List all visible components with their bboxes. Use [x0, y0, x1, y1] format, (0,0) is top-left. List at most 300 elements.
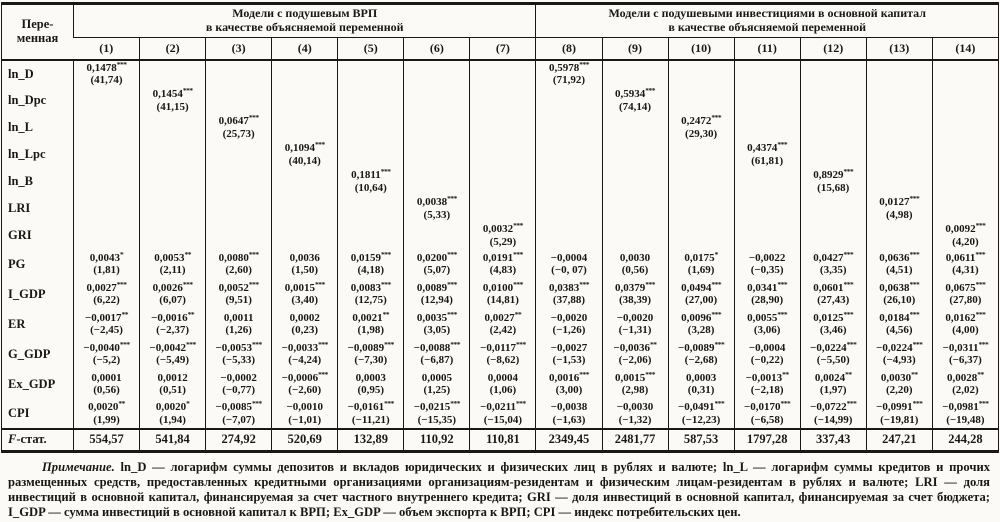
- f-stat-cell: 587,53: [668, 429, 734, 451]
- significance-stars: ***: [314, 140, 325, 150]
- coefficient-cell: [866, 279, 932, 309]
- coefficient-cell: [272, 369, 338, 399]
- coefficient-cell: [866, 114, 932, 141]
- t-statistic: (−2,18): [750, 384, 784, 396]
- significance-stars: ***: [714, 339, 725, 349]
- t-statistic: (−5,50): [816, 354, 850, 366]
- coefficient-value: 0,0159***: [350, 249, 391, 264]
- t-statistic: (−8,62): [486, 354, 520, 366]
- coefficient-cell: [668, 309, 734, 339]
- coefficient-value: 0,0055***: [747, 309, 788, 324]
- t-statistic: (3,35): [819, 264, 847, 276]
- coefficient-cell: [140, 399, 206, 429]
- coefficient-cell: [932, 399, 998, 429]
- coefficient-value: 0,0003: [355, 371, 386, 384]
- coefficient-cell: [734, 249, 800, 279]
- t-statistic: (−4,93): [882, 354, 916, 366]
- t-statistic: (−2,06): [618, 354, 652, 366]
- t-statistic: (0,56): [93, 384, 120, 396]
- coefficient-cell: [668, 168, 734, 195]
- significance-stars: ***: [846, 339, 857, 349]
- coefficient-value: 0,0175*: [684, 249, 718, 264]
- coefficient-cell: [140, 87, 206, 114]
- t-statistic: (12,94): [420, 294, 453, 306]
- row-label: PG: [8, 256, 26, 271]
- f-stat-cell: 110,92: [404, 429, 470, 451]
- t-statistic: (3,40): [291, 294, 318, 306]
- coefficient-value: 0,0675***: [945, 279, 986, 294]
- coefficient-cell: [734, 339, 800, 369]
- coefficient-value: 0,0026***: [152, 279, 193, 294]
- coefficient-cell: [668, 114, 734, 141]
- coefficient-value: 0,0184***: [879, 309, 920, 324]
- coefficient-cell: [866, 195, 932, 222]
- coefficient-value: −0,0224***: [876, 339, 923, 354]
- variable-column-header: [2, 4, 74, 61]
- significance-stars: **: [911, 369, 918, 379]
- group-header-line1: Модели с подушевым ВРП: [232, 6, 378, 21]
- significance-stars: ***: [314, 279, 325, 289]
- coefficient-cell: [800, 339, 866, 369]
- coefficient-cell: [734, 168, 800, 195]
- t-statistic: (6,07): [159, 294, 186, 306]
- significance-stars: ***: [450, 399, 460, 409]
- coefficient-cell: [272, 222, 338, 249]
- t-statistic: (−6,58): [750, 413, 784, 426]
- coefficient-cell: [800, 141, 866, 168]
- significance-stars: ***: [252, 399, 262, 409]
- significance-stars: ***: [119, 339, 130, 349]
- coefficient-cell: [404, 87, 470, 114]
- column-number: (13): [866, 38, 932, 61]
- significance-stars: ***: [384, 399, 394, 409]
- coefficient-cell: [932, 87, 998, 114]
- significance-stars: ***: [912, 339, 923, 349]
- significance-stars: ***: [645, 86, 656, 96]
- significance-stars: ***: [780, 399, 791, 409]
- column-number: (3): [206, 38, 272, 61]
- coefficient-cell: [800, 195, 866, 222]
- coefficient-value: 0,2472***: [681, 113, 722, 128]
- t-statistic: (1,94): [159, 413, 186, 426]
- t-statistic: (15,68): [817, 181, 850, 194]
- coefficient-value: −0,0224***: [810, 339, 857, 354]
- coefficient-cell: [602, 369, 668, 399]
- coefficient-cell: [536, 60, 602, 87]
- significance-stars: **: [977, 369, 984, 379]
- coefficient-cell: [470, 279, 536, 309]
- column-number: (9): [602, 38, 668, 61]
- significance-stars: ***: [447, 309, 457, 319]
- significance-stars: **: [650, 339, 657, 349]
- significance-stars: *: [120, 249, 124, 259]
- coefficient-value: 0,1094***: [284, 140, 325, 155]
- coefficient-cell: [668, 87, 734, 114]
- coefficient-cell: [734, 195, 800, 222]
- coefficient-value: −0,0089***: [347, 339, 394, 354]
- coefficient-cell: [140, 168, 206, 195]
- t-statistic: (38,39): [618, 294, 652, 306]
- coefficient-value: 0,0001: [91, 371, 122, 384]
- coefficient-cell: [800, 60, 866, 87]
- significance-stars: ***: [975, 249, 986, 259]
- coefficient-cell: [338, 339, 404, 369]
- coefficient-value: 0,0015***: [615, 369, 656, 384]
- t-statistic: (−15,35): [417, 413, 457, 426]
- f-stat-cell: 274,92: [206, 429, 272, 451]
- coefficient-value: 0,0027**: [484, 309, 522, 324]
- coefficient-value: −0,0020: [550, 311, 588, 324]
- group-header-line1: Модели с подушевыми инвестициями в основной капитал: [608, 6, 926, 21]
- coefficient-cell: [866, 399, 932, 429]
- column-numbers-row: [2, 38, 999, 61]
- coefficient-cell: [338, 399, 404, 429]
- group-header-investment-models: [536, 4, 999, 38]
- significance-stars: ***: [978, 339, 989, 349]
- significance-stars: ***: [978, 399, 989, 409]
- coefficient-cell: [404, 195, 470, 222]
- significance-stars: ***: [248, 249, 259, 259]
- significance-stars: ***: [116, 279, 127, 289]
- coefficient-cell: [800, 87, 866, 114]
- significance-stars: ***: [777, 279, 788, 289]
- t-statistic: (0,23): [291, 324, 318, 336]
- coefficient-cell: [272, 168, 338, 195]
- f-stat-cell: 244,28: [932, 429, 998, 451]
- t-statistic: (41,15): [156, 100, 189, 113]
- coefficient-value: 0,0200***: [416, 249, 457, 264]
- coefficient-cell: [800, 399, 866, 429]
- coefficient-cell: [470, 339, 536, 369]
- coefficient-value: 0,0647***: [218, 113, 259, 128]
- coefficient-value: 0,1811***: [351, 167, 391, 182]
- significance-stars: ***: [843, 279, 854, 289]
- coefficient-value: 0,0038***: [416, 194, 457, 209]
- t-statistic: (0,31): [687, 384, 715, 396]
- table-row: [2, 87, 999, 114]
- coefficient-cell: [932, 309, 998, 339]
- coefficient-cell: [800, 369, 866, 399]
- t-statistic: (14,81): [486, 294, 519, 306]
- coefficient-cell: [206, 399, 272, 429]
- coefficient-cell: [734, 87, 800, 114]
- coefficient-value: 0,0125***: [813, 309, 854, 324]
- coefficient-cell: [602, 168, 668, 195]
- coefficient-cell: [602, 249, 668, 279]
- significance-stars: ***: [182, 279, 193, 289]
- t-statistic: (−5,33): [222, 354, 256, 366]
- coefficient-value: 0,0611***: [945, 249, 986, 264]
- significance-stars: ***: [912, 399, 923, 409]
- t-statistic: (−0, 07): [551, 264, 587, 276]
- coefficient-cell: [206, 87, 272, 114]
- coefficient-cell: [74, 222, 140, 249]
- coefficient-value: 0,0162***: [945, 309, 986, 324]
- coefficient-cell: [668, 399, 734, 429]
- coefficient-cell: [272, 339, 338, 369]
- coefficient-cell: [800, 114, 866, 141]
- t-statistic: (1,99): [93, 413, 120, 426]
- column-number: (8): [536, 38, 602, 61]
- coefficient-cell: [602, 309, 668, 339]
- t-statistic: (−1,63): [552, 413, 586, 426]
- column-number: (4): [272, 38, 338, 61]
- coefficient-value: 0,0191***: [482, 249, 523, 264]
- coefficient-value: −0,0722***: [810, 399, 857, 414]
- coefficient-cell: [866, 168, 932, 195]
- coefficient-cell: [272, 309, 338, 339]
- coefficient-cell: [668, 249, 734, 279]
- t-statistic: (28,90): [751, 294, 784, 306]
- f-stat-cell: 520,69: [272, 429, 338, 451]
- significance-stars: ***: [843, 309, 854, 319]
- coefficient-value: 0,8929***: [813, 167, 854, 182]
- significance-stars: ***: [777, 309, 788, 319]
- t-statistic: (−19,48): [946, 413, 985, 426]
- coefficient-value: 0,0636***: [879, 249, 920, 264]
- significance-stars: ***: [711, 279, 722, 289]
- coefficient-value: 0,0030: [619, 251, 651, 264]
- t-statistic: (41,74): [90, 74, 123, 86]
- coefficient-cell: [272, 87, 338, 114]
- coefficient-cell: [536, 369, 602, 399]
- coefficient-value: 0,0020**: [88, 399, 125, 414]
- coefficient-cell: [74, 168, 140, 195]
- coefficient-cell: [338, 369, 404, 399]
- t-statistic: (4,83): [489, 264, 517, 276]
- variable-header-line2: менная: [16, 31, 59, 45]
- coefficient-cell: [470, 399, 536, 429]
- row-label: ln_B: [8, 174, 34, 188]
- significance-stars: ***: [447, 249, 457, 259]
- coefficient-value: 0,1454***: [152, 86, 193, 101]
- row-label: G_GDP: [8, 346, 51, 361]
- significance-stars: ***: [711, 309, 722, 319]
- significance-stars: ***: [579, 59, 589, 69]
- coefficient-cell: [602, 195, 668, 222]
- coefficient-cell: [74, 87, 140, 114]
- significance-stars: ***: [515, 399, 526, 409]
- significance-stars: ***: [777, 140, 788, 150]
- row-label: ln_L: [8, 120, 34, 134]
- coefficient-cell: [668, 369, 734, 399]
- t-statistic: (26,10): [883, 294, 916, 306]
- t-statistic: (27,43): [817, 294, 850, 306]
- significance-stars: ***: [513, 279, 523, 289]
- significance-stars: **: [382, 309, 390, 319]
- coefficient-cell: [338, 279, 404, 309]
- coefficient-cell: [338, 222, 404, 249]
- table-row: [2, 141, 999, 168]
- coefficient-value: 0,0080***: [218, 249, 259, 264]
- t-statistic: (2,60): [225, 264, 252, 276]
- t-statistic: (61,81): [751, 154, 784, 167]
- significance-stars: ***: [645, 279, 656, 289]
- coefficient-cell: [470, 87, 536, 114]
- coefficient-value: −0,0040***: [83, 339, 130, 354]
- coefficient-value: −0,0022: [748, 251, 786, 264]
- coefficient-value: −0,0020: [616, 311, 654, 324]
- coefficient-cell: [734, 279, 800, 309]
- significance-stars: ***: [645, 369, 656, 379]
- coefficient-cell: [404, 309, 470, 339]
- coefficient-cell: [668, 60, 734, 87]
- coefficient-cell: [140, 222, 206, 249]
- t-statistic: (1,25): [423, 384, 451, 396]
- significance-stars: ***: [843, 167, 854, 177]
- coefficient-cell: [734, 309, 800, 339]
- coefficient-cell: [932, 195, 998, 222]
- significance-stars: ***: [450, 339, 460, 349]
- t-statistic: (−6,87): [420, 354, 454, 366]
- t-statistic: (9,51): [225, 294, 252, 306]
- coefficient-cell: [866, 141, 932, 168]
- f-stat-cell: 541,84: [140, 429, 206, 451]
- coefficient-cell: [536, 87, 602, 114]
- t-statistic: (2,11): [159, 264, 186, 276]
- coefficient-value: −0,0089***: [677, 339, 725, 354]
- t-statistic: (0,51): [159, 384, 186, 396]
- coefficient-cell: [470, 114, 536, 141]
- coefficient-value: 0,0379***: [615, 279, 656, 294]
- f-stat-cell: 110,81: [470, 429, 536, 451]
- significance-stars: ***: [381, 279, 391, 289]
- table-note: [8, 460, 990, 520]
- coefficient-cell: [602, 60, 668, 87]
- coefficient-cell: [602, 339, 668, 369]
- coefficient-value: −0,0004: [550, 251, 588, 264]
- t-statistic: (−0,77): [222, 384, 256, 396]
- t-statistic: (3,06): [753, 324, 781, 336]
- coefficient-cell: [470, 60, 536, 87]
- coefficient-cell: [206, 60, 272, 87]
- t-statistic: (1,97): [819, 384, 847, 396]
- t-statistic: (4,56): [885, 324, 913, 336]
- t-statistic: (27,80): [949, 294, 982, 306]
- coefficient-value: 0,0092***: [945, 221, 986, 236]
- coefficient-cell: [866, 309, 932, 339]
- coefficient-value: 0,0015***: [284, 279, 325, 294]
- t-statistic: (3,05): [423, 324, 451, 336]
- column-number: (1): [74, 38, 140, 61]
- f-stat-cell: 1797,28: [734, 429, 800, 451]
- coefficient-value: −0,0030: [616, 401, 654, 414]
- coefficient-cell: [800, 168, 866, 195]
- coefficient-value: −0,0170***: [744, 399, 791, 414]
- table-row: [2, 309, 999, 339]
- t-statistic: (5,29): [489, 235, 517, 248]
- coefficient-cell: [866, 87, 932, 114]
- coefficient-cell: [272, 279, 338, 309]
- coefficient-cell: [338, 60, 404, 87]
- row-label: ln_Dpc: [8, 93, 47, 107]
- row-label: I_GDP: [8, 286, 46, 301]
- coefficient-value: −0,0215***: [413, 399, 460, 414]
- coefficient-cell: [734, 222, 800, 249]
- coefficient-cell: [74, 60, 140, 87]
- coefficient-cell: [536, 249, 602, 279]
- t-statistic: (−1,31): [618, 324, 652, 336]
- coefficient-cell: [74, 249, 140, 279]
- coefficient-value: 0,0002: [289, 311, 320, 324]
- significance-stars: **: [187, 309, 195, 319]
- coefficient-cell: [668, 141, 734, 168]
- coefficient-cell: [74, 369, 140, 399]
- significance-stars: ***: [447, 279, 457, 289]
- t-statistic: (−15,04): [483, 413, 523, 426]
- significance-stars: ***: [248, 113, 259, 123]
- coefficient-cell: [536, 141, 602, 168]
- significance-stars: ***: [182, 86, 193, 96]
- coefficient-cell: [404, 60, 470, 87]
- column-number: (12): [800, 38, 866, 61]
- significance-stars: ***: [381, 249, 391, 259]
- coefficient-cell: [206, 279, 272, 309]
- table-row: [2, 60, 999, 87]
- coefficient-cell: [866, 339, 932, 369]
- coefficient-cell: [470, 168, 536, 195]
- coefficient-cell: [404, 249, 470, 279]
- column-number: (11): [734, 38, 800, 61]
- t-statistic: (2,02): [952, 384, 979, 396]
- significance-stars: ***: [846, 399, 857, 409]
- coefficient-cell: [536, 195, 602, 222]
- coefficient-cell: [206, 369, 272, 399]
- significance-stars: ***: [447, 194, 457, 204]
- t-statistic: (2,42): [489, 324, 517, 336]
- coefficient-cell: [602, 141, 668, 168]
- coefficient-value: −0,0002: [220, 371, 257, 384]
- t-statistic: (−19,81): [880, 413, 919, 426]
- coefficient-value: −0,0036**: [613, 339, 657, 354]
- coefficient-cell: [338, 195, 404, 222]
- t-statistic: (−4,24): [288, 354, 322, 366]
- significance-stars: ***: [380, 167, 391, 177]
- coefficient-cell: [272, 249, 338, 279]
- coefficient-cell: [470, 369, 536, 399]
- coefficient-cell: [668, 222, 734, 249]
- significance-stars: ***: [909, 309, 920, 319]
- coefficient-cell: [932, 168, 998, 195]
- significance-stars: ***: [579, 369, 589, 379]
- t-statistic: (12,75): [354, 294, 387, 306]
- t-statistic: (0,95): [357, 384, 385, 396]
- significance-stars: ***: [975, 309, 986, 319]
- coefficient-cell: [536, 399, 602, 429]
- significance-stars: ***: [185, 339, 196, 349]
- significance-stars: ***: [909, 279, 920, 289]
- row-label: ln_D: [8, 66, 34, 81]
- coefficient-cell: [206, 249, 272, 279]
- table-row: [2, 339, 999, 369]
- t-statistic: (3,28): [687, 324, 715, 336]
- coefficient-value: 0,0638***: [879, 279, 920, 294]
- coefficient-cell: [140, 279, 206, 309]
- t-statistic: (−2,68): [684, 354, 718, 366]
- f-stat-cell: 2481,77: [602, 429, 668, 451]
- table-row: [2, 399, 999, 429]
- t-statistic: (−0,22): [750, 354, 784, 366]
- coefficient-value: −0,0053***: [215, 339, 262, 354]
- coefficient-cell: [140, 60, 206, 87]
- coefficient-value: 0,0028**: [947, 369, 984, 384]
- t-statistic: (74,14): [618, 100, 652, 113]
- coefficient-cell: [74, 114, 140, 141]
- coefficient-cell: [536, 114, 602, 141]
- coefficient-cell: [800, 249, 866, 279]
- coefficient-cell: [74, 279, 140, 309]
- t-statistic: (−7,30): [354, 354, 388, 366]
